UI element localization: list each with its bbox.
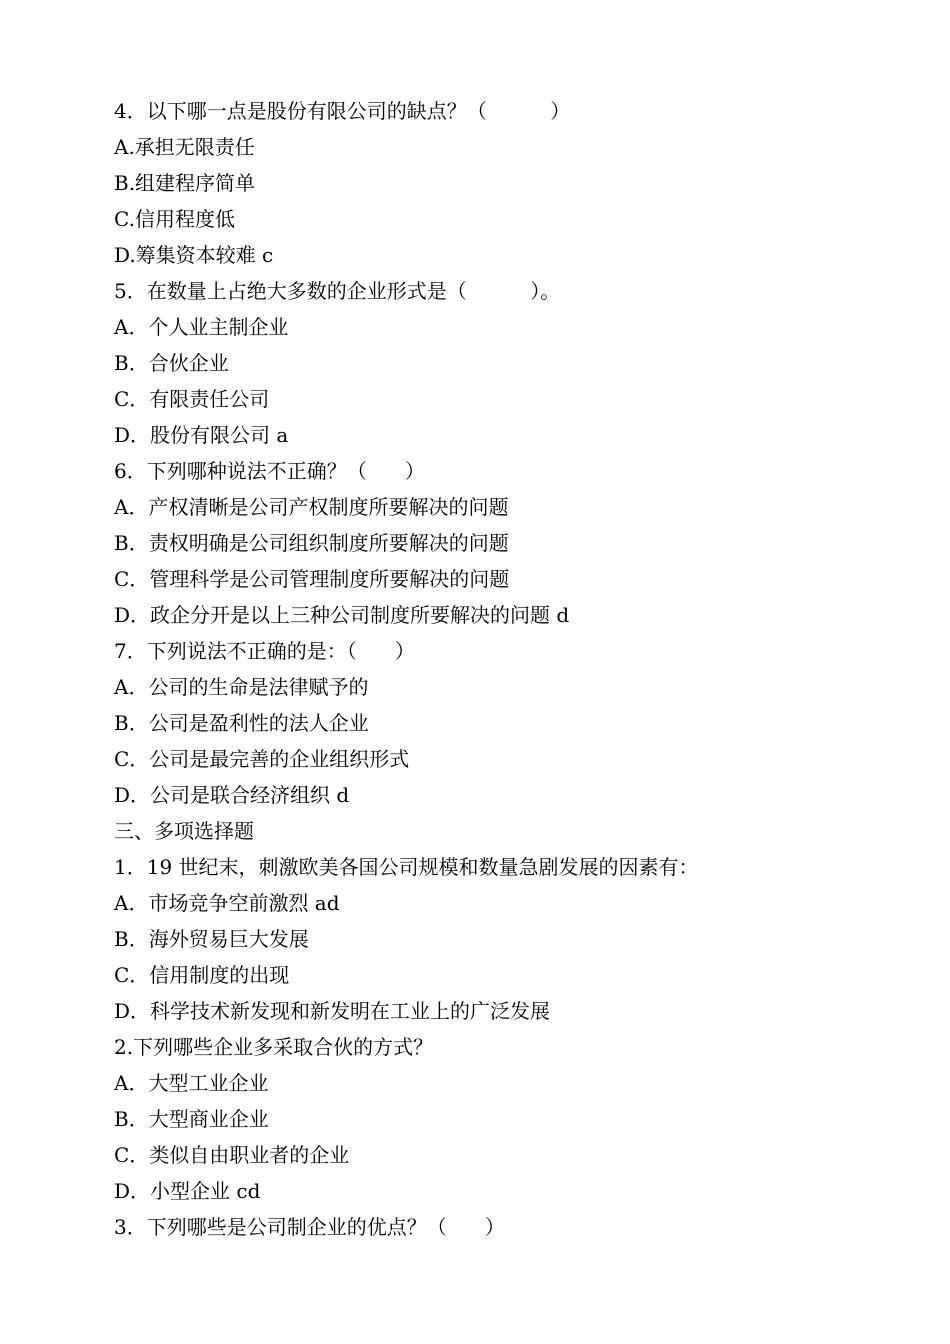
question-4-option-d: D.筹集资本较难 c	[114, 243, 274, 267]
mc-question-2-option-a: A．大型工业企业	[114, 1071, 269, 1095]
mc-question-1-option-a: A．市场竞争空前激烈 ad	[114, 891, 340, 915]
question-4-option-c: C.信用程度低	[114, 207, 235, 231]
mc-question-1-option-d: D．科学技术新发现和新发明在工业上的广泛发展	[114, 999, 551, 1023]
mc-question-1-stem: 1．19 世纪末，刺激欧美各国公司规模和数量急剧发展的因素有：	[114, 855, 699, 879]
document-body	[114, 93, 914, 1245]
question-6-option-c: C．管理科学是公司管理制度所要解决的问题	[114, 567, 510, 591]
mc-question-1-option-c: C．信用制度的出现	[114, 963, 290, 987]
mc-question-2-stem: 2.下列哪些企业多采取合伙的方式？	[114, 1035, 434, 1059]
question-6-stem: 6．下列哪种说法不正确？（ ）	[114, 459, 425, 483]
question-7-option-d: D．公司是联合经济组织 d	[114, 783, 350, 807]
question-5-option-b: B．合伙企业	[114, 351, 229, 375]
question-5-option-a: A．个人业主制企业	[114, 315, 289, 339]
mc-question-2-option-b: B．大型商业企业	[114, 1107, 269, 1131]
question-5-option-c: C．有限责任公司	[114, 387, 270, 411]
question-4-stem: 4．以下哪一点是股份有限公司的缺点？（ ）	[114, 99, 571, 123]
question-7-option-c: C．公司是最完善的企业组织形式	[114, 747, 410, 771]
mc-question-2-option-c: C．类似自由职业者的企业	[114, 1143, 350, 1167]
question-4-option-a: A.承担无限责任	[114, 135, 255, 159]
mc-question-1-option-b: B．海外贸易巨大发展	[114, 927, 309, 951]
question-6-option-d: D．政企分开是以上三种公司制度所要解决的问题 d	[114, 603, 570, 627]
question-5-stem: 5．在数量上占绝大多数的企业形式是（ ）。	[114, 279, 561, 303]
mc-question-3-stem: 3．下列哪些是公司制企业的优点？（ ）	[114, 1215, 505, 1239]
question-6-option-b: B．责权明确是公司组织制度所要解决的问题	[114, 531, 509, 555]
question-5-option-d: D．股份有限公司 a	[114, 423, 289, 447]
question-7-stem: 7．下列说法不正确的是：（ ）	[114, 639, 415, 663]
question-7-option-b: B．公司是盈利性的法人企业	[114, 711, 369, 735]
question-4-option-b: B.组建程序简单	[114, 171, 256, 195]
mc-question-2-option-d: D．小型企业 cd	[114, 1179, 261, 1203]
question-7-option-a: A．公司的生命是法律赋予的	[114, 675, 369, 699]
section-heading-multiple-choice: 三、多项选择题	[114, 819, 254, 843]
question-6-option-a: A．产权清晰是公司产权制度所要解决的问题	[114, 495, 509, 519]
